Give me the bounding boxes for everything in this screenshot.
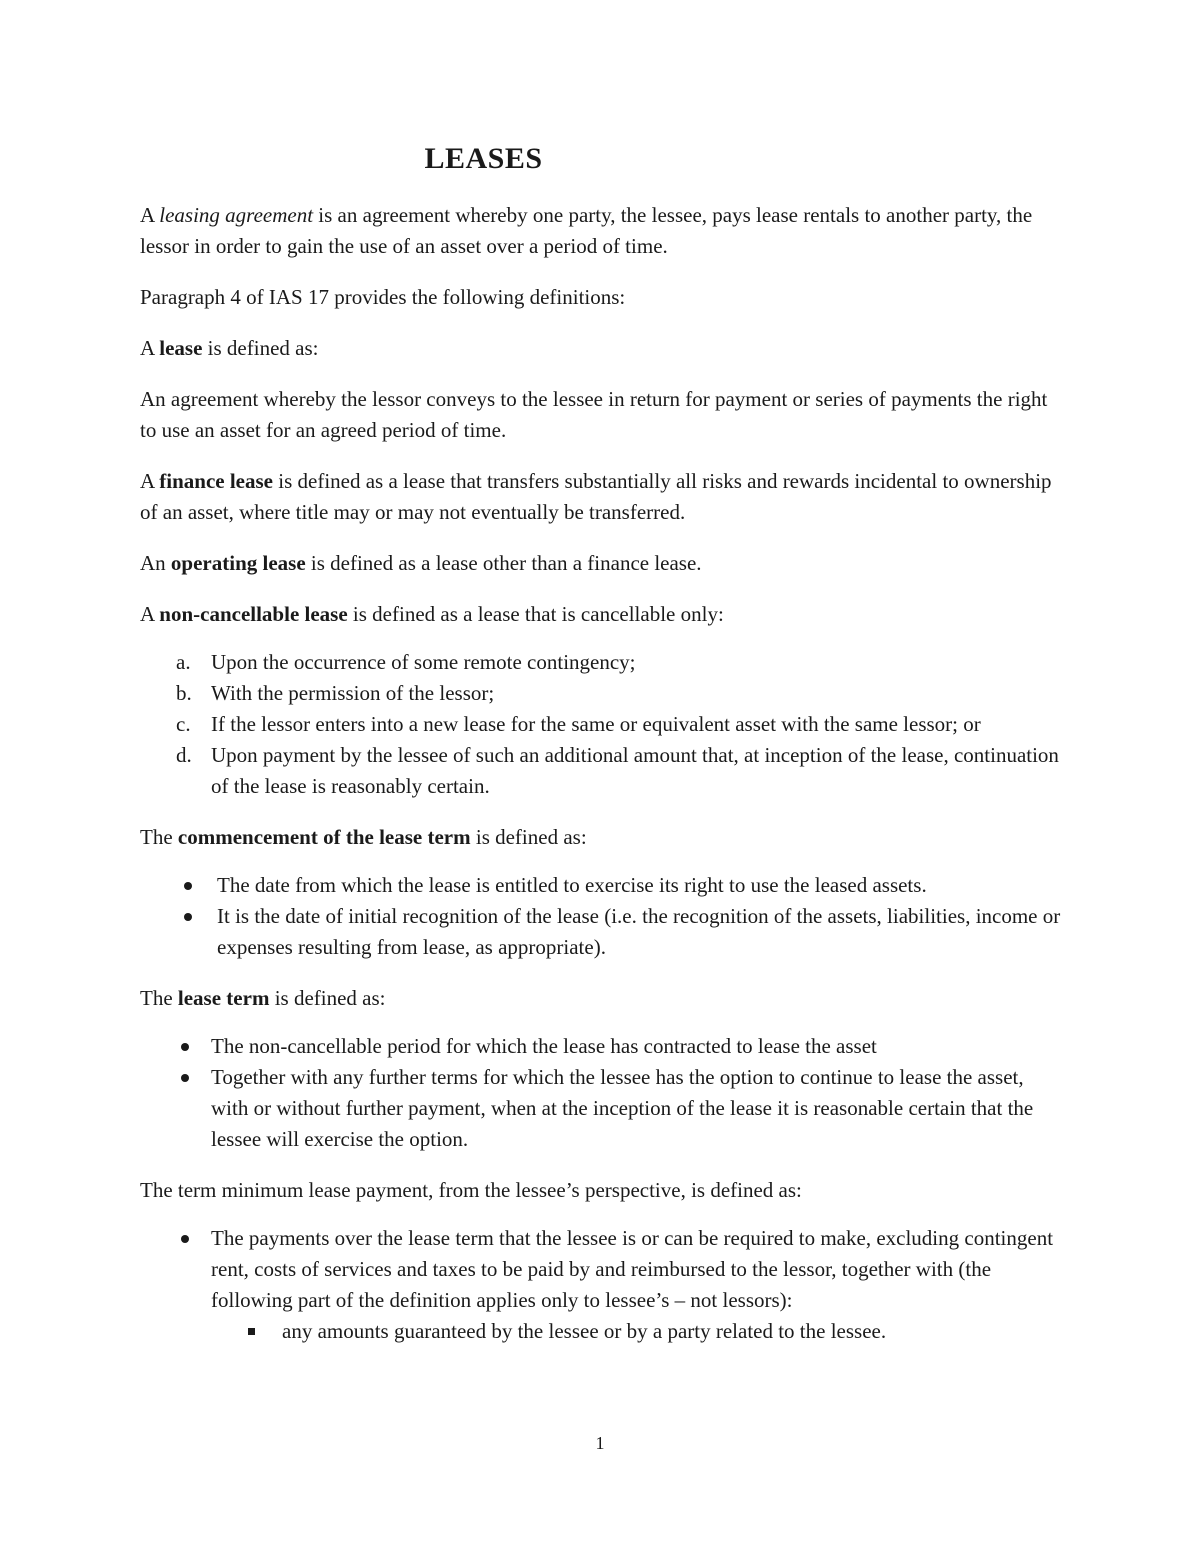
para4-paragraph: Paragraph 4 of IAS 17 provides the following definitions: [140,285,626,309]
list-item-text: The payments over the lease term that the lessee is or can be required to make, excluding contingent rent, costs of services and taxes to be paid by and reimbursed to the lessor, together with (the following part of the definition applies only to lessee’s – not lessors): [211,1226,1054,1312]
finance-definition: is defined as a lease that transfers substantially all risks and rewards incidental to ownership of an asset, where title may or may not eventually be transferred. [140,469,1052,524]
list-item [140,647,1065,678]
min-payment-sublist [140,1316,1065,1347]
commencement-suffix: is defined as: [475,825,587,849]
list-marker: a. [176,650,191,674]
finance-prefix: A [140,469,155,493]
finance-lease-term: finance lease [159,469,273,493]
list-item-text: With the permission of the lessor; [211,681,495,705]
list-item [140,901,1065,963]
list-item-text: The date from which the lease is entitled to exercise its right to use the leased assets. [217,873,927,897]
list-item [140,1062,1065,1155]
bullet-icon [181,1235,189,1243]
list-item-text: It is the date of initial recognition of the lease (i.e. the recognition of the assets, liabilities, income or expenses resulting from lease, as appropriate). [217,904,1061,959]
commencement-list [140,870,1065,963]
non-cancellable-list [140,647,1065,802]
list-marker: c. [176,712,191,736]
list-item-text: If the lessor enters into a new lease for the same or equivalent asset with the same lessor; or [211,712,981,736]
page-number: 1 [595,1433,605,1453]
list-item [140,709,1065,740]
sub-list-item-text: any amounts guaranteed by the lessee or by a party related to the lessee. [282,1319,887,1343]
bullet-icon [181,1074,189,1082]
list-item-text: Together with any further terms for which the lessee has the option to continue to lease the asset, with or without further payment, when at the inception of the lease it is reasonable certain that the lessee will exercise the option. [211,1065,1034,1151]
document-body [140,200,1065,1347]
list-item-text: Upon the occurrence of some remote contingency; [211,650,636,674]
intro-text-rest: is an agreement whereby one party, the lessee, pays lease rentals to another party, the lessor in order to gain the use of an asset over a period of time. [140,203,1033,258]
list-item-text: Upon payment by the lessee of such an additional amount that, at inception of the lease, continuation of the lease is reasonably certain. [211,743,1059,798]
lease-term-suffix: is defined as: [274,986,386,1010]
lease-term-paragraph [140,983,1065,1014]
operating-prefix: An [140,551,166,575]
list-item-text: The non-cancellable period for which the lease has contracted to lease the asset [211,1034,877,1058]
operating-lease-paragraph [140,548,1065,579]
operating-definition: is defined as a lease other than a finance lease. [310,551,702,575]
bullet-icon [181,1043,189,1051]
finance-lease-paragraph [140,466,1065,528]
list-item [140,1031,1065,1062]
lease-term-bold: lease [159,336,203,360]
commencement-paragraph [140,822,1065,853]
min-payment-list [140,1223,1065,1316]
sub-list-item [140,1316,1065,1347]
non-cancellable-paragraph [140,599,1065,630]
lease-term-prefix: The [140,986,173,1010]
commencement-prefix: The [140,825,173,849]
lease-heading-prefix: A [140,336,155,360]
list-marker: d. [176,743,192,767]
list-item [140,1223,1065,1316]
list-item [140,678,1065,709]
intro-italic-term: leasing agreement [159,203,314,227]
intro-paragraph [140,200,1065,262]
min-payment-heading: The term minimum lease payment, from the lessee’s perspective, is defined as: [140,1178,802,1202]
bullet-icon [184,913,192,921]
non-cancellable-term: non-cancellable lease [159,602,348,626]
lease-term-bold-label: lease term [177,986,270,1010]
list-item [140,740,1065,802]
non-cancellable-definition: is defined as a lease that is cancellable only: [352,602,724,626]
square-bullet-icon [248,1328,255,1335]
lease-definition: An agreement whereby the lessor conveys to the lessee in return for payment or series of payments the right to use an asset for an agreed period of time. [140,387,1048,442]
page-title: LEASES [424,142,543,175]
bullet-icon [184,882,192,890]
commencement-term: commencement of the lease term [177,825,471,849]
list-marker: b. [176,681,192,705]
list-item [140,870,1065,901]
non-cancellable-prefix: A [140,602,155,626]
operating-lease-term: operating lease [170,551,306,575]
intro-text-start: A [140,203,155,227]
lease-heading [140,333,1065,364]
lease-heading-suffix: is defined as: [207,336,319,360]
lease-term-list [140,1031,1065,1155]
